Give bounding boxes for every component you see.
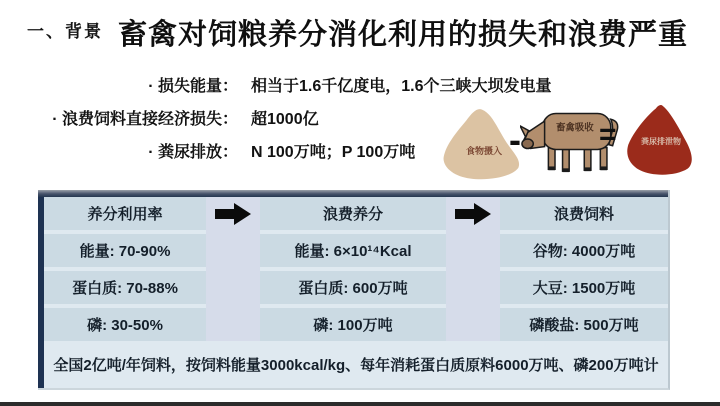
bottom-edge-strip bbox=[0, 402, 720, 406]
col3-header: 浪费饲料 bbox=[500, 197, 668, 230]
col2-row-energy: 能量: 6×10¹⁴Kcal bbox=[260, 234, 446, 267]
section-label: 一、背景 bbox=[27, 22, 103, 41]
col2-header: 浪费养分 bbox=[260, 197, 446, 230]
page-title: 畜禽对饲粮养分消化利用的损失和浪费严重 bbox=[118, 19, 689, 51]
bullet-value-energy-loss: 相当于1.6千亿度电，1.6个三峡大坝发电量 bbox=[251, 78, 552, 95]
panel-top-accent-bar bbox=[38, 190, 668, 197]
summary-table-panel bbox=[38, 190, 670, 390]
col3-row-phosphate: 磷酸盐: 500万吨 bbox=[500, 308, 668, 341]
right-arrow-icon bbox=[215, 203, 251, 225]
table-footnote: 全国2亿吨/年饲料，按饲料能量3000kcal/kg、每年消耗蛋白质原料6000万吨、磷200万吨计 bbox=[53, 357, 659, 374]
right-arrow-icon bbox=[455, 203, 491, 225]
bullet-label-excretion: · 粪尿排放： bbox=[148, 144, 238, 161]
animal-absorption-label: 畜禽吸收 bbox=[555, 122, 594, 134]
col1-row-protein: 蛋白质: 70-88% bbox=[44, 271, 206, 304]
col3-row-grain: 谷物: 4000万吨 bbox=[500, 234, 668, 267]
excreta-label: 粪尿排泄物 bbox=[641, 137, 681, 146]
bullet-value-economic-loss: 超1000亿 bbox=[251, 111, 319, 128]
excreta-shape-icon bbox=[618, 102, 704, 182]
excreta-blob bbox=[618, 102, 704, 182]
col1-header: 养分利用率 bbox=[44, 197, 206, 230]
col3-row-soybean: 大豆: 1500万吨 bbox=[500, 271, 668, 304]
col1-row-phosphorus: 磷: 30-50% bbox=[44, 308, 206, 341]
food-intake-label: 食物摄入 bbox=[465, 146, 502, 156]
bullet-label-economic-loss: · 浪费饲料直接经济损失： bbox=[52, 111, 238, 128]
col2-row-protein: 蛋白质: 600万吨 bbox=[260, 271, 446, 304]
minus-sign: - bbox=[509, 119, 521, 160]
col2-row-phosphorus: 磷: 100万吨 bbox=[260, 308, 446, 341]
equals-sign: = bbox=[599, 118, 617, 151]
intake-minus-absorption-diagram bbox=[436, 98, 716, 188]
bullet-label-energy-loss: · 损失能量： bbox=[148, 78, 238, 95]
col1-row-energy: 能量: 70-90% bbox=[44, 234, 206, 267]
bullet-value-excretion: N 100万吨；P 100万吨 bbox=[251, 144, 416, 161]
